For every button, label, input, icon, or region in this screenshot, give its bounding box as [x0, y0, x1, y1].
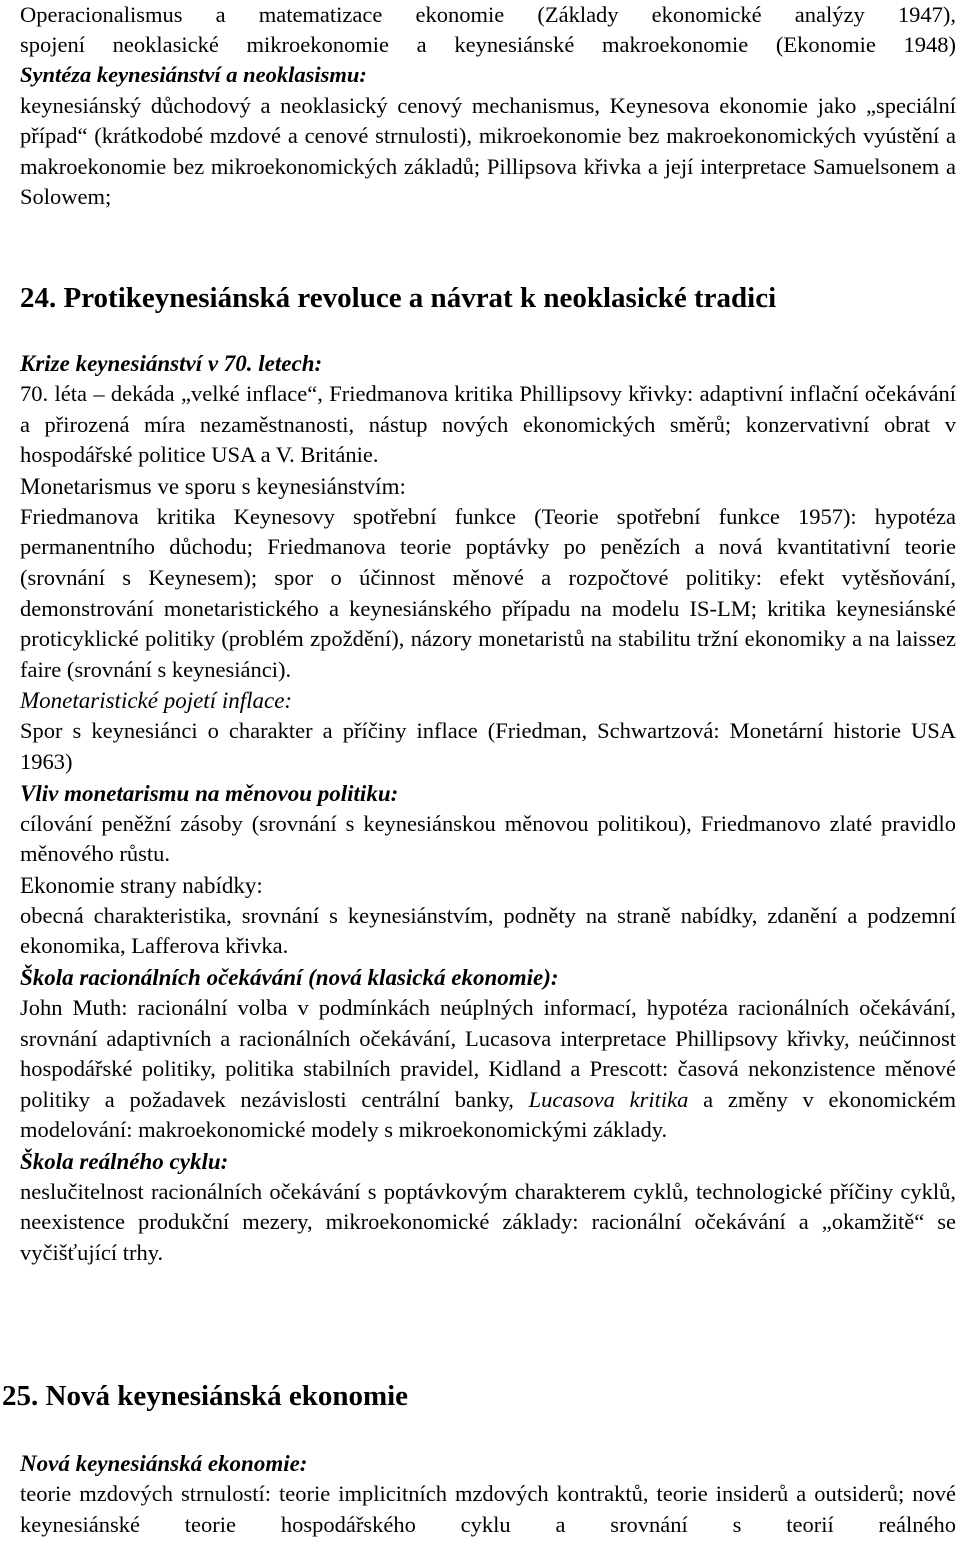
- racionalni-body: [20, 993, 956, 1146]
- krize-heading: Krize keynesiánství v 70. letech:: [20, 351, 323, 376]
- realny-cyklus-heading: Škola reálného cyklu:: [20, 1148, 229, 1174]
- synteza-body: keynesiánský důchodový a neoklasický cenový mechanismus, Keynesova ekonomie jako „speciální případ“ (krátkodobé mzdové a cenové strnulosti), mikroekonomie bez makroekonomických vyústění a makroekonomie bez mikroekonomických základů; Pillipsova křivka a její interpretace Samuelsonem a Solowem;: [20, 92, 956, 210]
- krize-body: 70. léta – dekáda „velké inflace“, Friedmanova kritika Phillipsovy křivky: adaptivní inflační očekávání a přirozená míra nezaměstnanosti, nástup nových ekonomických směrů; konzervativní obrat v hospodářské politice USA a V. Británie.: [20, 381, 956, 468]
- inflace-heading: Monetaristické pojetí inflace:: [20, 688, 293, 714]
- monetarismus-heading: Monetarismus ve sporu s keynesiánstvím:: [20, 473, 406, 499]
- section-24-body: [20, 348, 956, 1269]
- racionalni-heading: Škola racionálních očekávání (nová klasická ekonomie):: [20, 964, 559, 990]
- realny-cyklus-body: neslučitelnost racionálních očekávání s poptávkovým charakterem cyklů, technologické příčiny cyklů, neexistence produkční mezery, mikroekonomické základy: racionální očekávání a „okamžitě“ se vyčišťující trhy.: [20, 1178, 956, 1266]
- nova-keynes-body: teorie mzdových strnulostí: teorie implicitních mzdových kontraktů, teorie insiderů a outsiderů; nové keynesiánské teorie hospodářského cyklu a srovnání s teorií reálného: [20, 1481, 956, 1537]
- intro-line-2: spojení neoklasické mikroekonomie a keynesiánské makroekonomie (Ekonomie 1948): [20, 32, 956, 57]
- inflace-body: Spor s keynesiánci o charakter a příčiny inflace (Friedman, Schwartzová: Monetární historie USA 1963): [20, 718, 956, 774]
- synteza-heading: Syntéza keynesiánství a neoklasismu:: [20, 62, 367, 87]
- section-25-body: [20, 1448, 956, 1540]
- intro-line-1: Operacionalismus a matematizace ekonomie (Základy ekonomické analýzy 1947),: [20, 2, 956, 27]
- nova-keynes-heading: Nová keynesiánská ekonomie:: [20, 1451, 308, 1476]
- vliv-heading: Vliv monetarismu na měnovou politiku:: [20, 780, 399, 806]
- vliv-body: cílování peněžní zásoby (srovnání s keynesiánskou měnovou politikou), Friedmanovo zlaté pravidlo měnového růstu.: [20, 810, 956, 867]
- monetarismus-body: Friedmanova kritika Keynesovy spotřební funkce (Teorie spotřební funkce 1957): hypotéza permanentního důchodu; Friedmanova teorie poptávky po penězích a nová kvantitativní teorie (srovnání s Keynesem); spor o účinnost měnové a rozpočtové politiky: efekt vytěsňování, demonstrování monetaristického a keynesiánského případu na modelu IS-LM; kritika keynesiánské proticyklické politiky (problém zpoždění), názory monetaristů na stabilitu tržní ekonomiky a na laissez faire (srovnání s keynesiánci).: [20, 503, 956, 682]
- nabidka-body: obecná charakteristika, srovnání s keynesiánstvím, podněty na straně nabídky, zdanění a podzemní ekonomika, Lafferova křivka.: [20, 902, 956, 959]
- racionalni-body-part2: a změny v ekonomickém modelování: makroekonomické modely s mikroekonomickými základy.: [20, 1086, 956, 1143]
- lucas-critique-text: Lucasova kritika: [528, 1086, 689, 1112]
- section-24-title: 24. Protikeynesiánská revoluce a návrat k neoklasické tradici: [20, 282, 777, 314]
- racionalni-body-part1: John Muth: racionální volba v podmínkách neúplných informací, hypotéza racionálních očekávání, srovnání adaptivních a racionálních očekávání, Lucasova interpretace Phillipsovy křivky, neúčinnost hospodářské politiky, politika stabilních pravidel, Kidland a Prescott: časová nekonzistence měnové politiky a požadavek nezávislosti centrální banky,: [20, 994, 956, 1112]
- synteza-block: [20, 60, 956, 213]
- nabidka-heading: Ekonomie strany nabídky:: [20, 872, 263, 898]
- section-25-title: 25. Nová keynesiánská ekonomie: [2, 1380, 409, 1412]
